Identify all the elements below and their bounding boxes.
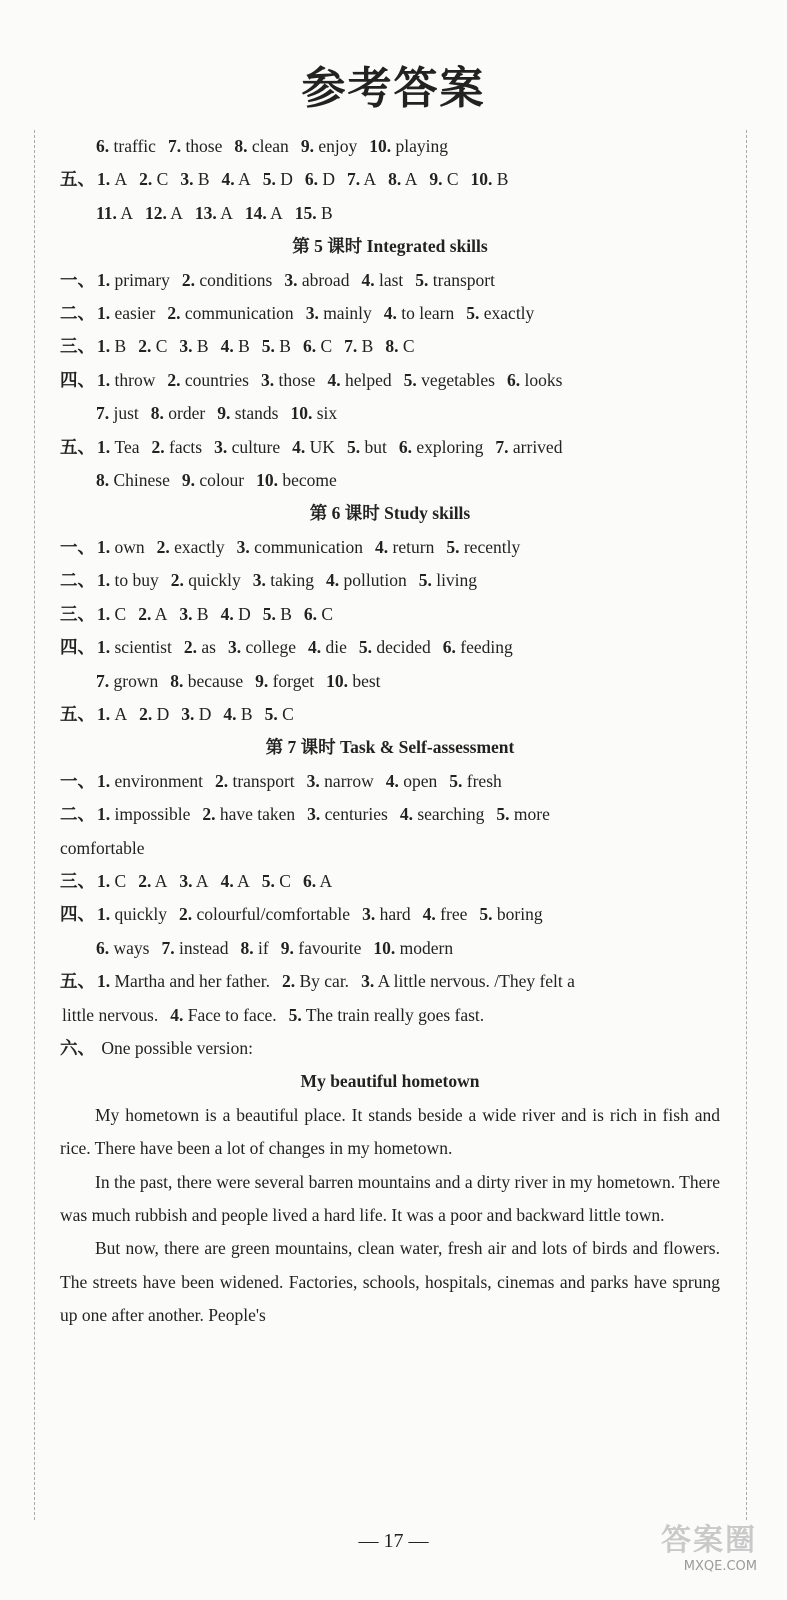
exercise-label: 一、 bbox=[60, 269, 95, 290]
answer-value: A bbox=[237, 870, 250, 891]
answer-row bbox=[60, 765, 720, 798]
answer-value: quickly bbox=[114, 904, 167, 925]
answer-row bbox=[60, 798, 720, 831]
answer-value: stands bbox=[234, 403, 279, 424]
answer-number: 5. bbox=[418, 570, 432, 591]
answer-value: free bbox=[440, 904, 468, 925]
answer-value: B bbox=[361, 336, 374, 357]
answer-value: because bbox=[187, 670, 244, 691]
answer-number: 4. bbox=[326, 570, 340, 591]
exercise-label: 三、 bbox=[60, 870, 95, 891]
answer-number: 8. bbox=[388, 169, 402, 190]
answer-number: 3. bbox=[260, 369, 275, 390]
answer-value: C bbox=[114, 870, 127, 891]
answer-number: 2. bbox=[183, 637, 197, 658]
answer-number: 4. bbox=[399, 804, 413, 825]
answer-value: modern bbox=[399, 937, 454, 958]
answer-number: 9. bbox=[280, 937, 294, 958]
answer-value: transport bbox=[232, 770, 295, 791]
answer-value: B bbox=[196, 603, 209, 624]
answer-value: feeding bbox=[460, 637, 513, 658]
answer-continuation: comfortable bbox=[60, 837, 145, 858]
answer-number: 2. bbox=[151, 436, 165, 457]
answer-number: 2. bbox=[181, 269, 196, 290]
answer-value: D bbox=[198, 703, 212, 724]
answer-value: B bbox=[240, 703, 253, 724]
answer-number: 1. bbox=[97, 269, 111, 290]
answer-value: favourite bbox=[298, 937, 362, 958]
answer-number: 1. bbox=[97, 770, 111, 791]
answer-value: clean bbox=[251, 136, 289, 156]
answer-number: 1. bbox=[97, 169, 111, 190]
answer-value: primary bbox=[114, 269, 170, 290]
answer-number: 3. bbox=[179, 870, 193, 891]
answer-value: helped bbox=[344, 369, 392, 390]
answer-number: 4. bbox=[327, 369, 341, 390]
answer-value: communication bbox=[254, 536, 364, 557]
answer-value: D bbox=[156, 703, 170, 724]
answer-number: 3. bbox=[180, 169, 194, 190]
answer-number: 10. bbox=[290, 403, 313, 424]
answer-number: 4. bbox=[422, 904, 436, 925]
answer-number: 4. bbox=[170, 1004, 184, 1025]
answer-value: B bbox=[197, 169, 210, 190]
answer-number: 7. bbox=[346, 169, 361, 190]
answer-value: B bbox=[280, 603, 292, 624]
answer-value: mainly bbox=[323, 303, 372, 324]
answer-number: 1. bbox=[97, 436, 111, 457]
answer-value: narrow bbox=[324, 770, 374, 791]
answer-number: 7. bbox=[161, 937, 175, 958]
answer-value: ways bbox=[113, 937, 150, 958]
answer-row bbox=[60, 364, 720, 397]
answer-number: 10. bbox=[470, 169, 493, 190]
answer-number: 1. bbox=[97, 971, 111, 992]
exercise-label: 三、 bbox=[60, 336, 95, 357]
answer-number: 2. bbox=[167, 303, 181, 324]
answer-value: boring bbox=[496, 904, 543, 925]
answer-value: six bbox=[316, 403, 338, 424]
exercise-label: 一、 bbox=[60, 536, 95, 557]
answer-number: 4. bbox=[220, 870, 234, 891]
answer-number: 2. bbox=[167, 369, 181, 390]
answer-value: open bbox=[403, 770, 438, 791]
answer-value: looks bbox=[524, 369, 563, 390]
exercise-label: 二、 bbox=[60, 570, 95, 591]
exercise-label: 五、 bbox=[60, 169, 95, 190]
answer-number: 5. bbox=[262, 603, 276, 624]
answer-value: Tea bbox=[114, 436, 140, 457]
answer-row bbox=[60, 431, 720, 464]
answer-value: A bbox=[404, 169, 418, 190]
answer-row bbox=[60, 665, 720, 698]
answer-value: arrived bbox=[512, 436, 563, 457]
answer-value: C bbox=[279, 870, 291, 891]
answer-value: little nervous. bbox=[62, 1004, 159, 1025]
answer-number: 1. bbox=[97, 870, 111, 891]
answer-number: 6. bbox=[96, 136, 110, 156]
section-heading: 第 6 课时 Study skills bbox=[309, 503, 471, 524]
essay-paragraph: But now, there are green mountains, clean water, fresh air and lots of birds and flowers. The streets have been widened. Factories, schools, hospitals, cinemas and parks have sprung up one after another. People's bbox=[60, 1238, 720, 1326]
answer-value: C bbox=[320, 336, 333, 357]
answer-value: order bbox=[168, 403, 206, 424]
answer-value: enjoy bbox=[318, 136, 358, 156]
answer-number: 3. bbox=[362, 904, 376, 925]
exercise-label: 二、 bbox=[60, 303, 95, 324]
answer-number: 2. bbox=[170, 570, 184, 591]
answer-number: 1. bbox=[97, 637, 111, 658]
answer-value: By car. bbox=[299, 971, 350, 992]
answer-number: 8. bbox=[240, 937, 254, 958]
answer-number: 6. bbox=[96, 937, 110, 958]
essay-paragraph: In the past, there were several barren mountains and a dirty river in my hometown. There was much rubbish and people lived a hard life. It was a poor and backward little town. bbox=[60, 1171, 720, 1225]
answer-value: C bbox=[156, 169, 169, 190]
essay-paragraph: My hometown is a beautiful place. It stands beside a wide river and is rich in fish and rice. There have been a lot of changes in my hometown. bbox=[60, 1104, 720, 1159]
page-title: 参考答案 bbox=[301, 64, 486, 113]
answer-number: 10. bbox=[256, 470, 278, 491]
answer-value: conditions bbox=[199, 269, 273, 290]
answer-value: abroad bbox=[301, 269, 350, 290]
answer-number: 4. bbox=[385, 770, 399, 791]
answer-value: A bbox=[154, 603, 168, 624]
section-heading: 第 5 课时 Integrated skills bbox=[292, 236, 488, 257]
answer-value: own bbox=[114, 536, 145, 557]
answer-number: 5. bbox=[261, 336, 275, 357]
answer-row bbox=[60, 698, 720, 731]
exercise-label: 六、 bbox=[60, 1037, 95, 1058]
answer-number: 13. bbox=[194, 202, 217, 223]
answer-number: 8. bbox=[234, 136, 248, 156]
answer-number: 10. bbox=[373, 937, 396, 958]
answer-value: B bbox=[279, 336, 291, 357]
answer-value: Face to face. bbox=[187, 1004, 277, 1025]
answer-value: C bbox=[446, 169, 459, 190]
answer-value: as bbox=[201, 637, 216, 658]
answer-number: 2. bbox=[281, 971, 296, 992]
answer-number: 3. bbox=[306, 770, 320, 791]
answer-number: 7. bbox=[344, 336, 358, 357]
left-dashed-rule bbox=[34, 130, 35, 1520]
answer-value: to learn bbox=[401, 303, 455, 324]
answer-row bbox=[60, 1032, 720, 1065]
answer-number: 1. bbox=[97, 904, 111, 925]
answer-row bbox=[60, 932, 720, 965]
answer-number: 3. bbox=[361, 971, 375, 992]
answer-value: Chinese bbox=[113, 470, 170, 491]
answer-number: 11. bbox=[96, 202, 117, 223]
answer-number: 10. bbox=[369, 136, 392, 156]
answer-value: A bbox=[220, 202, 233, 223]
answer-value: if bbox=[258, 937, 269, 958]
answer-value: colour bbox=[199, 470, 245, 491]
answer-value: A bbox=[319, 870, 333, 891]
essay-title: My beautiful hometown bbox=[300, 1071, 480, 1092]
answer-number: 5. bbox=[449, 770, 463, 791]
answer-value: those bbox=[185, 136, 223, 156]
answer-value: A bbox=[238, 169, 251, 190]
answer-value: scientist bbox=[114, 637, 172, 658]
answer-value: to buy bbox=[114, 570, 159, 591]
answer-value: B bbox=[114, 336, 127, 357]
answer-number: 15. bbox=[294, 202, 317, 223]
answer-value: impossible bbox=[114, 804, 191, 825]
answer-number: 5. bbox=[415, 269, 429, 290]
answer-value: return bbox=[392, 536, 435, 557]
answer-value: D bbox=[280, 169, 293, 190]
answer-value: more bbox=[513, 804, 550, 825]
answer-number: 1. bbox=[97, 804, 111, 825]
answer-value: A bbox=[270, 202, 283, 223]
answer-value: but bbox=[364, 436, 387, 457]
section-heading: 第 7 课时 Task & Self-assessment bbox=[265, 737, 515, 758]
answer-value: exactly bbox=[174, 536, 225, 557]
answer-number: 5. bbox=[479, 904, 493, 925]
answer-number: 2. bbox=[138, 603, 152, 624]
answer-value: playing bbox=[395, 136, 448, 156]
page-number: — 17 — bbox=[358, 1530, 429, 1552]
answer-number: 2. bbox=[139, 703, 153, 724]
answer-value: One possible version: bbox=[101, 1037, 254, 1058]
answer-value: forget bbox=[272, 670, 315, 691]
answer-value: C bbox=[114, 603, 127, 624]
answer-number: 14. bbox=[244, 202, 267, 223]
answer-value: A bbox=[114, 169, 128, 190]
answer-number: 2. bbox=[179, 904, 193, 925]
answer-number: 8. bbox=[150, 403, 164, 424]
answer-number: 2. bbox=[139, 169, 153, 190]
exercise-label: 四、 bbox=[60, 637, 95, 658]
answer-row bbox=[60, 898, 720, 931]
exercise-label: 五、 bbox=[60, 971, 95, 992]
answer-number: 9. bbox=[300, 136, 314, 156]
answer-value: C bbox=[155, 336, 168, 357]
answer-number: 1. bbox=[97, 603, 111, 624]
answer-number: 5. bbox=[261, 870, 275, 891]
answer-value: D bbox=[238, 603, 251, 624]
answer-number: 4. bbox=[361, 269, 375, 290]
answer-number: 2. bbox=[138, 336, 152, 357]
answer-value: centuries bbox=[324, 804, 388, 825]
answer-value: recently bbox=[463, 536, 521, 557]
answer-value: D bbox=[322, 169, 335, 190]
answer-value: just bbox=[113, 403, 139, 424]
answer-number: 9. bbox=[429, 169, 443, 190]
answer-row bbox=[60, 531, 720, 564]
answer-value: UK bbox=[309, 436, 335, 457]
answer-row bbox=[60, 163, 720, 196]
answer-number: 5. bbox=[358, 637, 372, 658]
answer-value: communication bbox=[184, 303, 294, 324]
answer-number: 6. bbox=[304, 169, 318, 190]
answer-number: 8. bbox=[96, 470, 110, 491]
answer-number: 3. bbox=[179, 336, 193, 357]
answer-value: A bbox=[195, 870, 209, 891]
answer-number: 2. bbox=[156, 536, 170, 557]
answer-value: B bbox=[196, 336, 209, 357]
answer-value: A bbox=[114, 703, 128, 724]
answer-value: fresh bbox=[466, 770, 502, 791]
answer-value: countries bbox=[184, 369, 249, 390]
answer-number: 4. bbox=[383, 303, 397, 324]
exercise-label: 四、 bbox=[60, 904, 95, 925]
answer-number: 4. bbox=[221, 169, 235, 190]
answer-number: 5. bbox=[288, 1004, 302, 1025]
answer-value: best bbox=[352, 670, 381, 691]
answer-value: B bbox=[496, 169, 509, 190]
answer-value: C bbox=[321, 603, 334, 624]
exercise-label: 二、 bbox=[60, 804, 95, 825]
answer-row bbox=[60, 999, 720, 1032]
answer-number: 6. bbox=[506, 369, 521, 390]
answer-value: Martha and her father. bbox=[114, 971, 270, 992]
answer-value: living bbox=[436, 570, 478, 591]
answer-value: throw bbox=[114, 369, 156, 390]
answer-number: 3. bbox=[236, 536, 250, 557]
answer-value: pollution bbox=[343, 570, 407, 591]
answer-number: 4. bbox=[307, 637, 322, 658]
answer-number: 3. bbox=[305, 303, 319, 324]
answer-number: 5. bbox=[403, 369, 417, 390]
answer-value: exactly bbox=[483, 303, 535, 324]
answer-number: 4. bbox=[223, 703, 237, 724]
answer-number: 4. bbox=[375, 536, 389, 557]
answer-number: 1. bbox=[97, 703, 111, 724]
answer-number: 5. bbox=[496, 804, 510, 825]
answer-number: 7. bbox=[495, 436, 509, 457]
answer-number: 4. bbox=[220, 336, 234, 357]
answer-number: 9. bbox=[255, 670, 269, 691]
answer-number: 3. bbox=[252, 570, 266, 591]
answer-number: 5. bbox=[262, 169, 276, 190]
answer-number: 2. bbox=[202, 804, 216, 825]
right-dashed-rule bbox=[746, 130, 747, 1520]
answer-value: C bbox=[282, 703, 294, 724]
answer-number: 4. bbox=[292, 436, 306, 457]
answer-number: 1. bbox=[97, 303, 111, 324]
answer-value: colourful/comfortable bbox=[196, 904, 351, 925]
answer-number: 8. bbox=[170, 670, 184, 691]
answer-number: 3. bbox=[307, 804, 321, 825]
answer-value: environment bbox=[114, 770, 203, 791]
answer-number: 5. bbox=[446, 536, 460, 557]
answer-value: last bbox=[378, 269, 404, 290]
answer-row bbox=[60, 564, 720, 597]
answer-value: hard bbox=[379, 904, 411, 925]
exercise-label: 一、 bbox=[60, 770, 95, 791]
answer-number: 10. bbox=[326, 670, 348, 691]
answer-number: 1. bbox=[97, 369, 111, 390]
answer-value: college bbox=[245, 637, 296, 658]
answer-value: instead bbox=[178, 937, 229, 958]
answer-number: 5. bbox=[346, 436, 361, 457]
answer-value: A bbox=[154, 870, 168, 891]
answer-number: 3. bbox=[181, 703, 195, 724]
answer-number: 2. bbox=[214, 770, 229, 791]
answer-row bbox=[60, 598, 720, 631]
answer-number: 1. bbox=[97, 336, 111, 357]
answer-number: 3. bbox=[179, 603, 193, 624]
answer-number: 7. bbox=[167, 136, 182, 156]
answer-number: 4. bbox=[220, 603, 234, 624]
answer-value: B bbox=[238, 336, 250, 357]
answer-content bbox=[60, 130, 720, 1333]
exercise-label: 五、 bbox=[60, 703, 95, 724]
answer-number: 6. bbox=[302, 870, 317, 891]
answer-number: 1. bbox=[97, 570, 111, 591]
answer-number: 8. bbox=[385, 336, 399, 357]
answer-row bbox=[60, 330, 720, 363]
answer-value: traffic bbox=[113, 136, 156, 156]
answer-number: 12. bbox=[144, 202, 167, 223]
answer-number: 5. bbox=[264, 703, 278, 724]
answer-number: 5. bbox=[466, 303, 480, 324]
answer-value: become bbox=[282, 470, 337, 491]
answer-value: A bbox=[363, 169, 377, 190]
answer-value: A bbox=[170, 202, 183, 223]
answer-value: die bbox=[325, 637, 347, 658]
answer-row bbox=[60, 397, 720, 430]
watermark-url: MXQE.COM bbox=[683, 1559, 757, 1574]
answer-number: 6. bbox=[442, 637, 456, 658]
answer-row bbox=[60, 631, 720, 664]
answer-value: vegetables bbox=[421, 369, 495, 390]
answer-row bbox=[60, 297, 720, 330]
answer-value: A little nervous. /They felt a bbox=[377, 971, 575, 992]
answer-row bbox=[60, 965, 720, 998]
answer-value: grown bbox=[113, 670, 159, 691]
watermark-logo: 答案圈 bbox=[661, 1523, 757, 1558]
answer-number: 1. bbox=[97, 536, 111, 557]
answer-number: 7. bbox=[96, 403, 110, 424]
answer-value: those bbox=[278, 369, 316, 390]
answer-number: 3. bbox=[227, 637, 242, 658]
answer-number: 3. bbox=[214, 436, 228, 457]
answer-row bbox=[60, 130, 720, 163]
answer-row bbox=[60, 264, 720, 297]
watermark bbox=[557, 1515, 757, 1574]
answer-number: 9. bbox=[181, 470, 196, 491]
answer-number: 6. bbox=[303, 603, 318, 624]
answer-number: 6. bbox=[302, 336, 317, 357]
exercise-label: 四、 bbox=[60, 369, 95, 390]
answer-value: C bbox=[402, 336, 415, 357]
answer-value: have taken bbox=[219, 804, 296, 825]
answer-value: The train really goes fast. bbox=[305, 1004, 485, 1025]
answer-value: taking bbox=[270, 570, 314, 591]
answer-value: A bbox=[120, 202, 133, 223]
exercise-label: 三、 bbox=[60, 603, 95, 624]
answer-value: easier bbox=[114, 303, 156, 324]
answer-number: 6. bbox=[398, 436, 412, 457]
answer-row bbox=[60, 197, 720, 230]
answer-number: 3. bbox=[284, 269, 298, 290]
answer-value: exploring bbox=[416, 436, 484, 457]
answer-value: B bbox=[321, 202, 333, 223]
answer-row bbox=[60, 865, 720, 898]
answer-number: 7. bbox=[96, 670, 110, 691]
answer-value: decided bbox=[376, 637, 431, 658]
answer-value: searching bbox=[417, 804, 485, 825]
exercise-label: 五、 bbox=[60, 436, 95, 457]
answer-row bbox=[60, 464, 720, 497]
answer-value: culture bbox=[231, 436, 281, 457]
answer-number: 9. bbox=[217, 403, 231, 424]
answer-value: quickly bbox=[188, 570, 241, 591]
answer-number: 2. bbox=[138, 870, 152, 891]
answer-value: transport bbox=[432, 269, 495, 290]
answer-value: facts bbox=[169, 436, 203, 457]
